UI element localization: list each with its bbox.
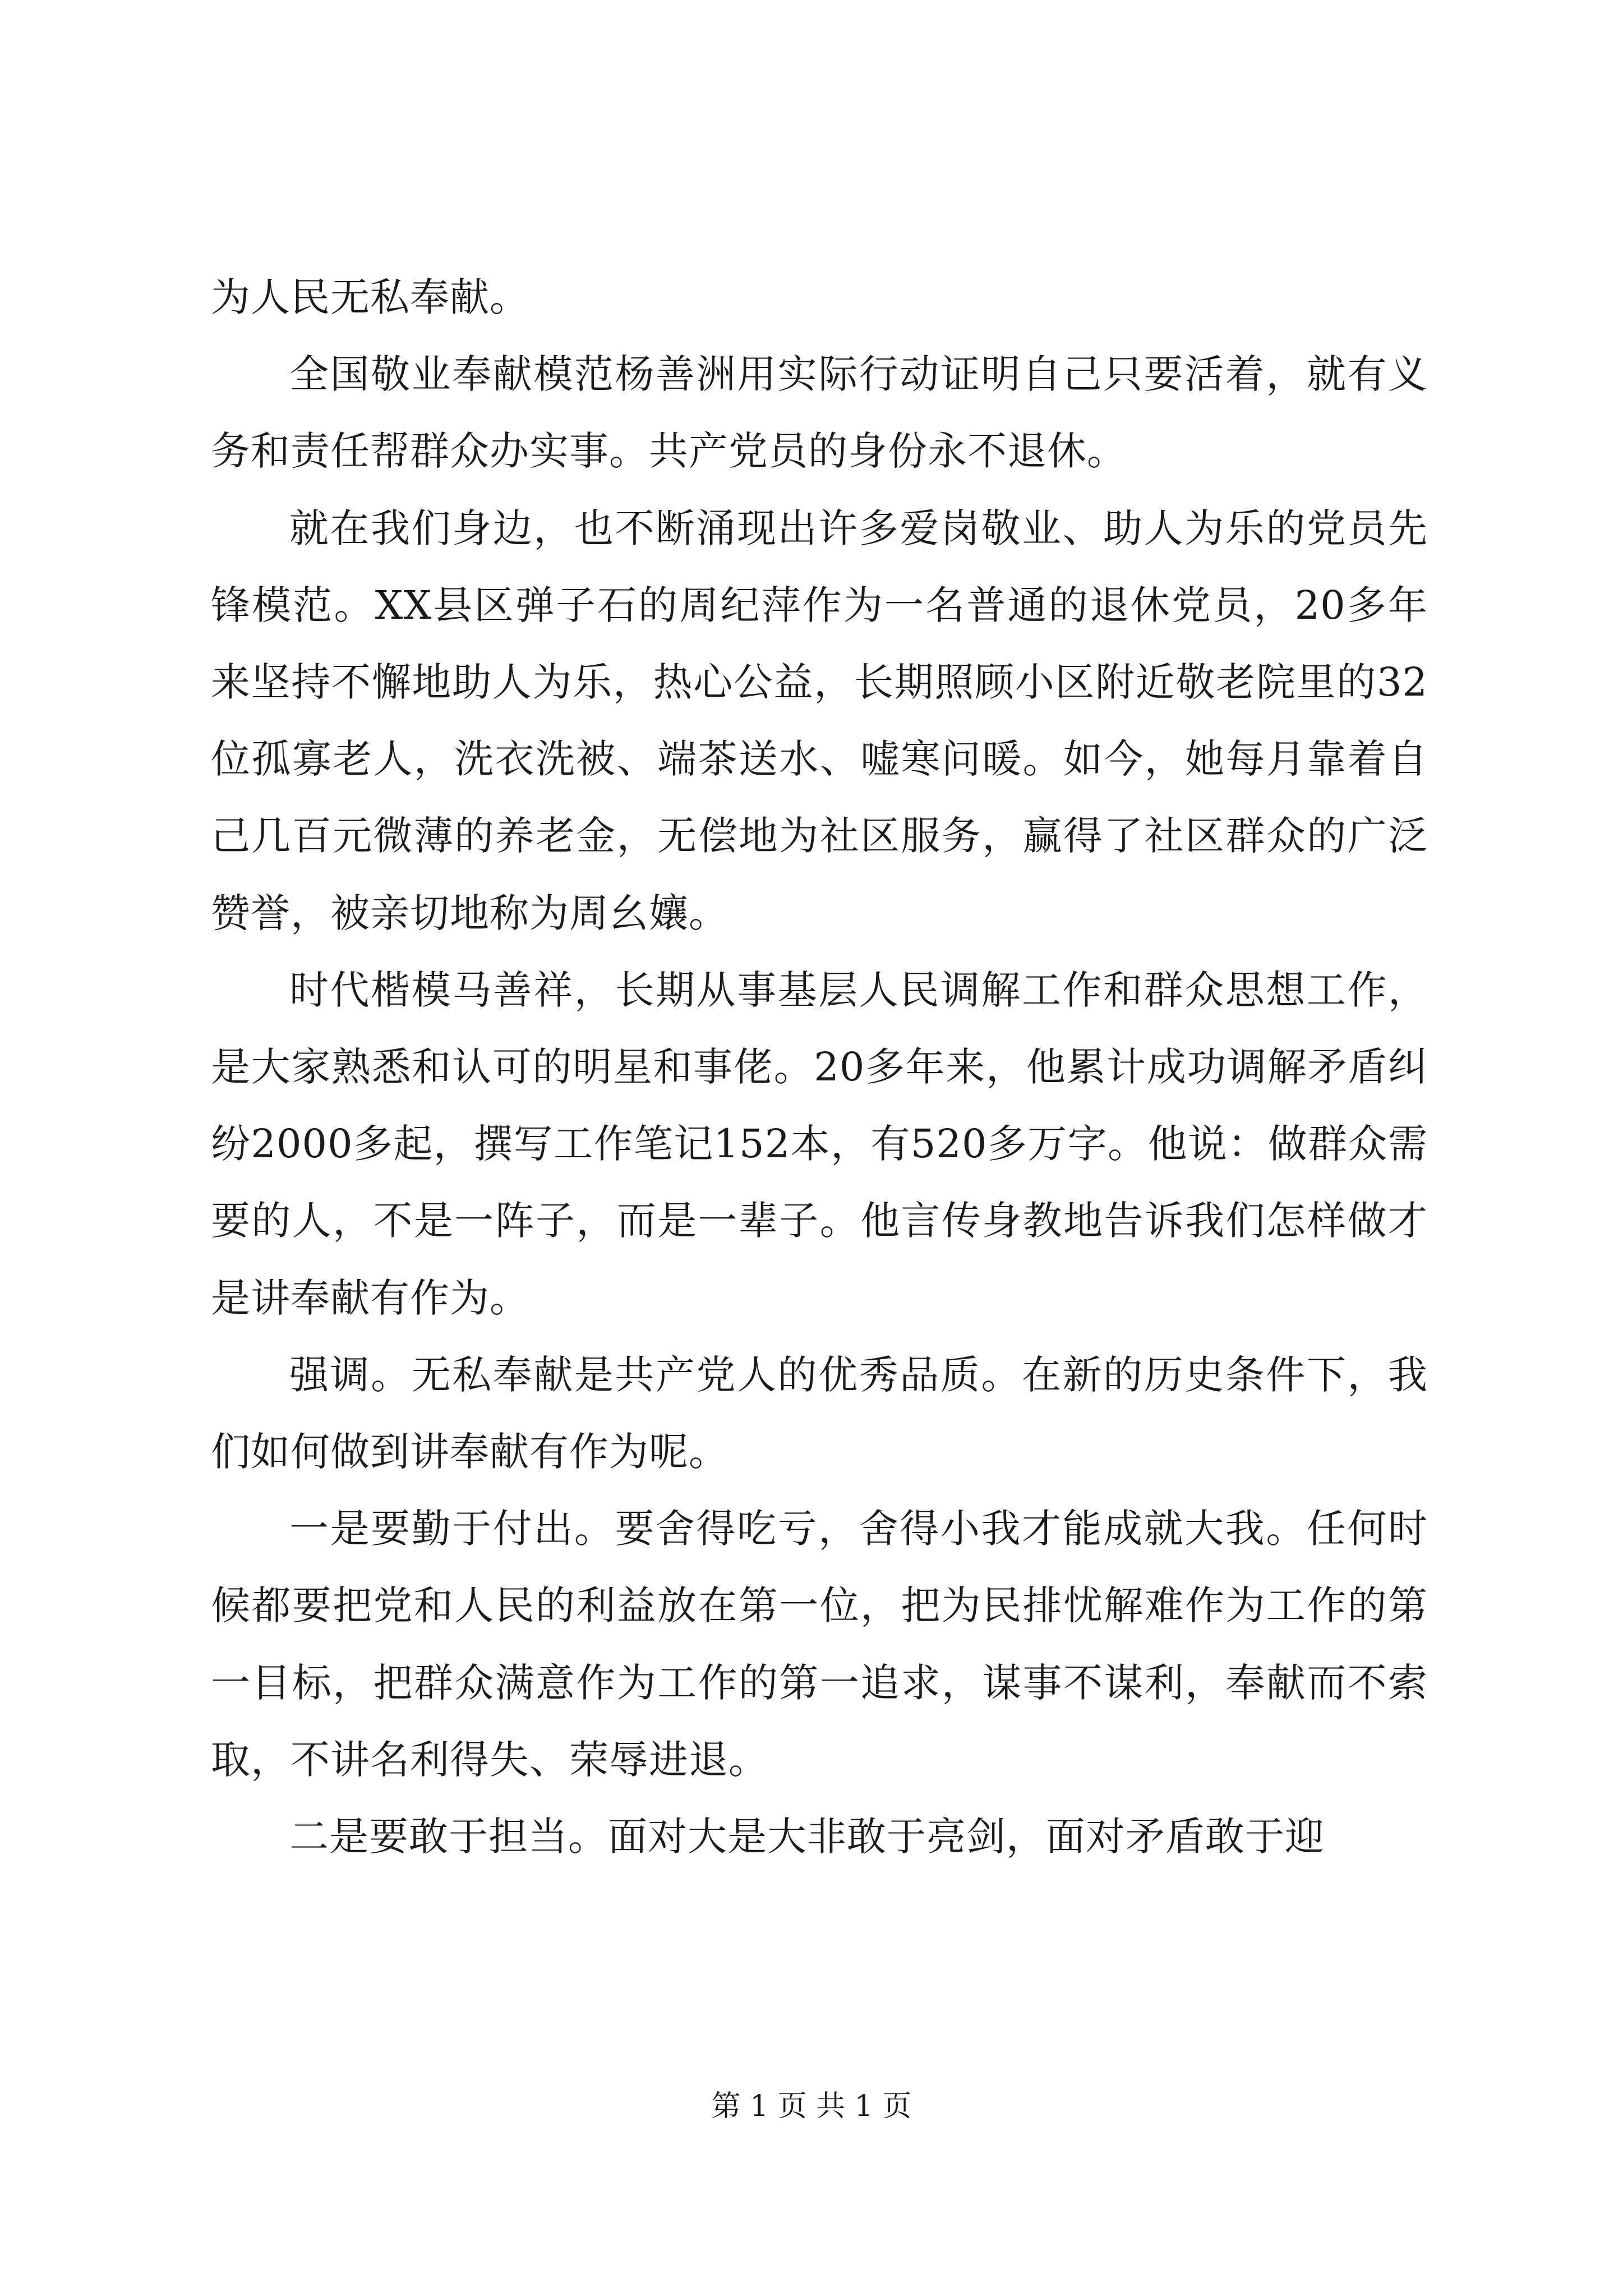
page-footer: 第 1 页 共 1 页	[711, 2090, 912, 2123]
paragraph-2: 全国敬业奉献模范杨善洲用实际行动证明自己只要活着，就有义务和责任帮群众办实事。共产党员的身份永不退休。	[211, 351, 1428, 475]
paragraph-3: 就在我们身边，也不断涌现出许多爱岗敬业、助人为乐的党员先锋模范。XX县区弹子石的周纪萍作为一名普通的退休党员，20多年来坚持不懈地助人为乐，热心公益，长期照顾小区附近敬老院里的32位孤寡老人，洗衣洗被、端茶送水、嘘寒问暖。如今，她每月靠着自己几百元微薄的养老金，无偿地为社区服务，赢得了社区群众的广泛赞誉，被亲切地称为周幺孃。	[211, 505, 1428, 936]
document-body	[211, 259, 1428, 1875]
paragraph-1: 为人民无私奉献。	[211, 274, 529, 320]
paragraph-4: 时代楷模马善祥，长期从事基层人民调解工作和群众思想工作，是大家熟悉和认可的明星和事佬。20多年来，他累计成功调解矛盾纠纷2000多起，撰写工作笔记152本，有520多万字。他说：做群众需要的人，不是一阵子，而是一辈子。他言传身教地告诉我们怎样做才是讲奉献有作为。	[211, 967, 1428, 1321]
paragraph-6: 一是要勤于付出。要舍得吃亏，舍得小我才能成就大我。任何时候都要把党和人民的利益放在第一位，把为民排忧解难作为工作的第一目标，把群众满意作为工作的第一追求，谋事不谋利，奉献而不索取，不讲名利得失、荣辱进退。	[211, 1506, 1428, 1783]
paragraph-7: 二是要敢于担当。面对大是大非敢于亮剑，面对矛盾敢于迎	[289, 1814, 1325, 1860]
paragraph-5: 强调。无私奉献是共产党人的优秀品质。在新的历史条件下，我们如何做到讲奉献有作为呢。	[211, 1351, 1428, 1475]
